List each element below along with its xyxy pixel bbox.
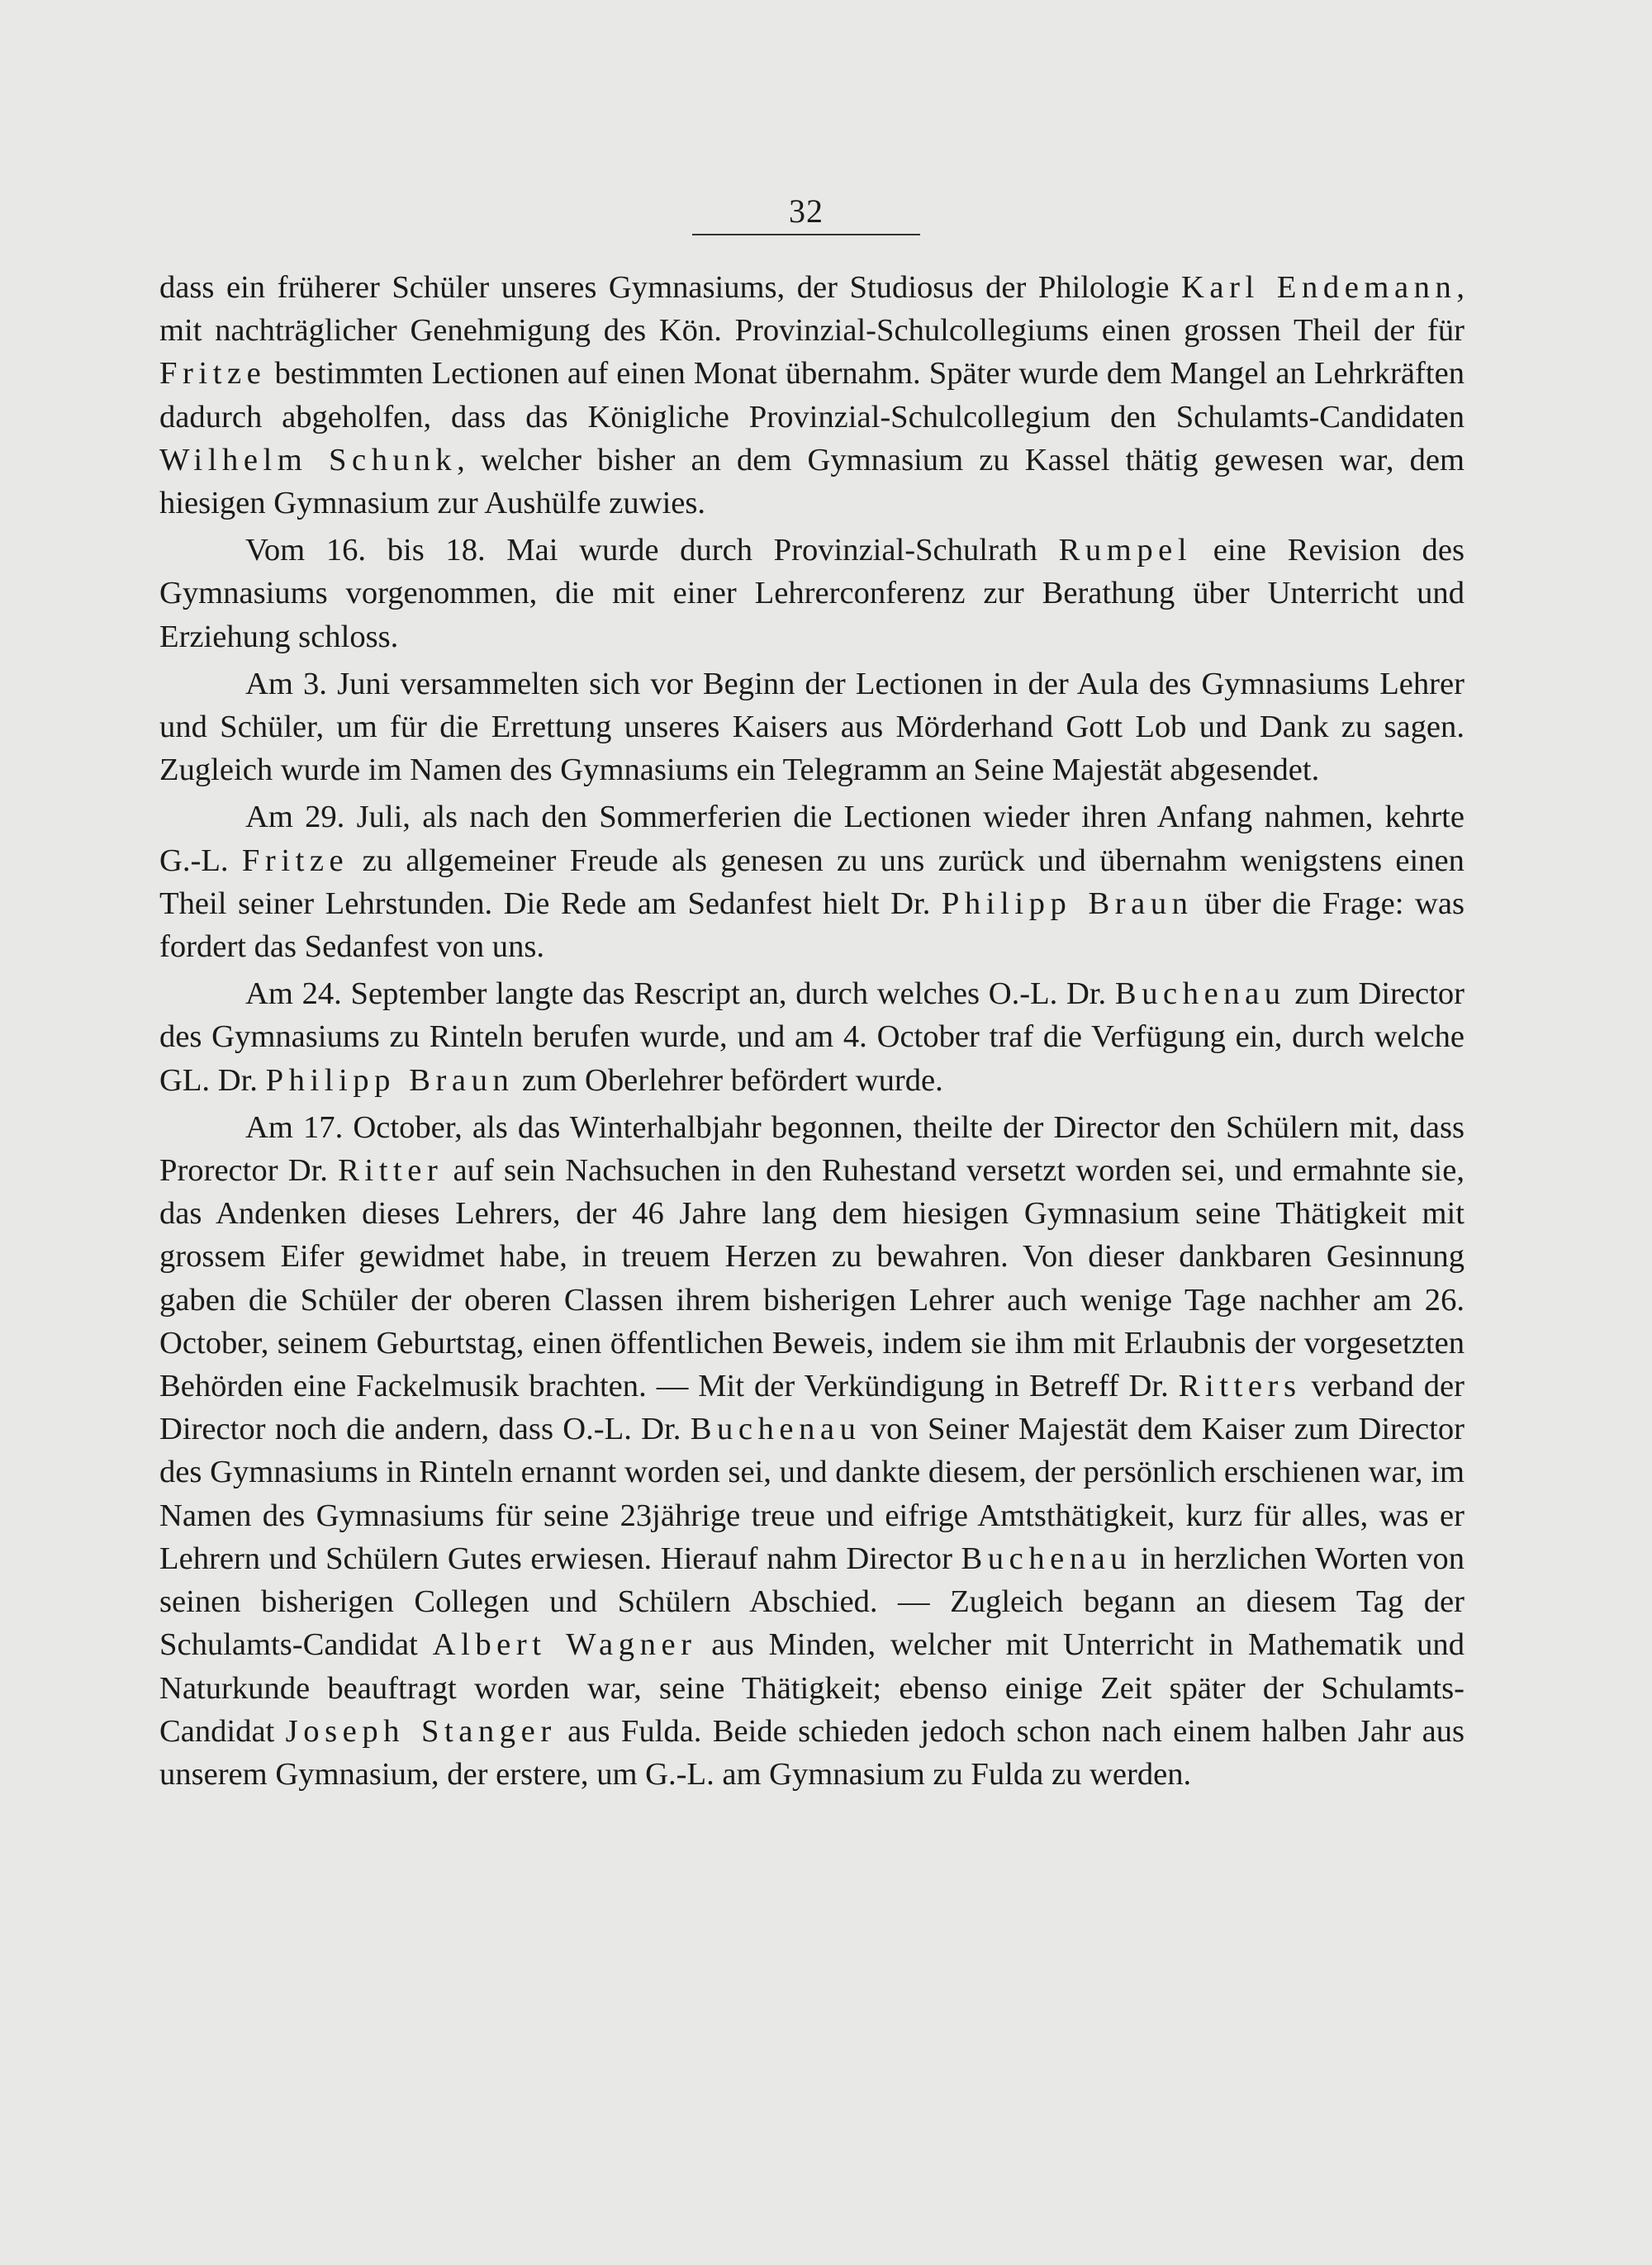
text-run: Am 17. October, als das Winterhalbjahr begonnen, theilte der Director den Schülern mit, dass Prorector Dr. bbox=[159, 1109, 1464, 1189]
text-run: dass ein früherer Schüler unseres Gymnasiums, der Studiosus der Philologie bbox=[159, 270, 1181, 305]
paragraph bbox=[159, 795, 1464, 968]
text-run: Vom 16. bis 18. Mai wurde durch Provinzial-Schulrath bbox=[245, 533, 1059, 568]
spaced-name: Fritze bbox=[159, 356, 267, 392]
paragraph bbox=[159, 662, 1464, 792]
paragraph bbox=[159, 529, 1464, 658]
text-run: bestimmten Lectionen auf einen Monat übernahm. Später wurde dem Mangel an Lehrkräften dadurch abgeholfen, dass das Königliche Provinzial-Schulcollegium den Schulamts-Candidaten bbox=[159, 356, 1464, 434]
text-run: über die Frage: was fordert das Sedanfest von uns. bbox=[159, 886, 1464, 965]
text-run: von Seiner Majestät dem Kaiser zum Director des Gymnasiums in Rinteln ernannt worden sei, und dankte diesem, der persönlich erschienen war, im Namen des Gymnasiums für seine 23jährige treue und eifrige Amtsthätigkeit, kurz für alles, was er Lehrern und Schülern Gutes erwiesen. Hierauf nahm Director bbox=[159, 1412, 1464, 1576]
spaced-name: Buchenau bbox=[961, 1541, 1132, 1576]
spaced-name: Fritze bbox=[241, 843, 349, 878]
text-run: Am 3. Juni versammelten sich vor Beginn der Lectionen in der Aula des Gymnasiums Lehrer und Schüler, um für die Errettung unseres Kaisers aus Mörderhand Gott Lob und Dank zu sagen. Zugleich wurde im Namen des Gymnasiums ein Telegramm an Seine Majestät abgesendet. bbox=[159, 666, 1464, 788]
page-number: 32 bbox=[789, 192, 824, 230]
spaced-name: Albert Wagner bbox=[432, 1627, 697, 1663]
spaced-name: Ritters bbox=[1178, 1369, 1302, 1404]
text-run: aus Fulda. Beide schieden jedoch schon nach einem halben Jahr aus unserem Gymnasium, der erstere, um G.-L. am Gymnasium zu Fulda zu werden. bbox=[159, 1713, 1464, 1792]
text-run: Am 29. Juli, als nach den Sommerferien die Lectionen wieder ihren Anfang nahmen, kehrte G.-L. bbox=[159, 800, 1464, 878]
spaced-name: Philipp Braun bbox=[941, 886, 1194, 921]
paragraph bbox=[159, 972, 1464, 1102]
spaced-name: Wilhelm Schunk bbox=[159, 442, 458, 477]
spaced-name: Philipp Braun bbox=[265, 1062, 515, 1098]
text-run: , mit nachträglicher Genehmigung des Kön. Provinzial-Schulcollegiums einen grossen Theil der für bbox=[159, 270, 1464, 349]
text-run: eine Revision des Gymnasiums vorgenommen, die mit einer Lehrerconferenz zur Berathung über Unterricht und Erziehung schloss. bbox=[159, 533, 1464, 654]
header-rule bbox=[692, 234, 920, 235]
text-run: verband der Director noch die andern, dass O.-L. Dr. bbox=[159, 1369, 1464, 1447]
text-run: in herzlichen Worten von seinen bisherigen Collegen und Schülern Abschied. — Zugleich begann an diesem Tag der Schulamts-Candidat bbox=[159, 1541, 1464, 1663]
text-run: zum Oberlehrer befördert wurde. bbox=[514, 1062, 943, 1098]
spaced-name: Buchenau bbox=[690, 1412, 862, 1447]
text-run: zum Director des Gymnasiums zu Rinteln berufen wurde, und am 4. October traf die Verfügung ein, durch welche GL. Dr. bbox=[159, 976, 1465, 1098]
spaced-name: Buchenau bbox=[1114, 976, 1286, 1012]
spaced-name: Rumpel bbox=[1058, 533, 1193, 568]
spaced-name: Ritter bbox=[338, 1153, 444, 1189]
paragraph bbox=[159, 1106, 1464, 1796]
text-run: auf sein Nachsuchen in den Ruhestand versetzt worden sei, und ermahnte sie, das Andenken dieses Lehrers, der 46 Jahre lang dem hiesigen Gymnasium seine Thätigkeit mit grossem Eifer gewidmet habe, in treuem Herzen zu bewahren. Von dieser dankbaren Gesinnung gaben die Schüler der oberen Classen ihrem bisherigen Lehrer auch wenige Tage nachher am 26. October, seinem Geburtstag, einen öffentlichen Beweis, indem sie ihm mit Erlaubnis der vorgesetzten Behörden eine Fackelmusik brachten. — Mit der Verkündigung in Betreff Dr. bbox=[159, 1153, 1464, 1404]
text-run: aus Minden, welcher mit Unterricht in Mathematik und Naturkunde beauftragt worden war, seine Thätigkeit; ebenso einige Zeit später der Schulamts-Candidat bbox=[159, 1627, 1464, 1749]
spaced-name: Karl Endemann bbox=[1180, 270, 1457, 305]
text-run: , welcher bisher an dem Gymnasium zu Kassel thätig gewesen war, dem hiesigen Gymnasium zur Aushülfe zuwies. bbox=[159, 442, 1464, 521]
spaced-name: Joseph Stanger bbox=[285, 1713, 557, 1749]
text-run: zu allgemeiner Freude als genesen zu uns zurück und übernahm wenigstens einen Theil seiner Lehrstunden. Die Rede am Sedanfest hielt Dr. bbox=[159, 843, 1464, 921]
paragraph bbox=[159, 266, 1464, 525]
text-run: Am 24. September langte das Rescript an, durch welches O.-L. Dr. bbox=[245, 976, 1115, 1012]
body-text bbox=[159, 266, 1464, 1796]
